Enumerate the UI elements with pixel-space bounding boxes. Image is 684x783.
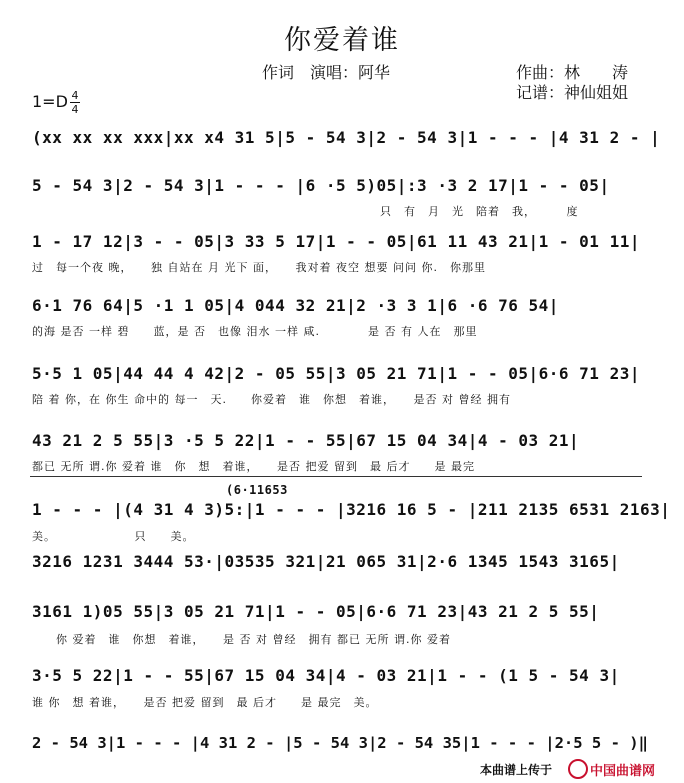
- score-row-2: 5 - 54 3|2 - 54 3|1 - - - |6 ·5 5)05|:3 ·3 2 17|1 - - 05|: [32, 176, 610, 195]
- lyric-row-2: 只 有 月 光 陪着 我， 度: [380, 205, 579, 218]
- score-row-7: 1 - - - |(4 31 4 3)5:|1 - - - |3216 16 5 - |211 2135 6531 2163|: [32, 500, 671, 519]
- score-row-6: 43 21 2 5 55|3 ·5 5 22|1 - - 55|67 15 04 34|4 - 03 21|: [32, 431, 580, 450]
- lyric-row-10: 谁 你 想 着谁， 是否 把爱 留到 最 后才 是 最完 美。: [32, 696, 378, 709]
- system-bracket-line: [30, 476, 642, 477]
- score-row-10: 3·5 5 22|1 - - 55|67 15 04 34|4 - 03 21|1 - - (1 5 - 54 3|: [32, 666, 620, 685]
- lyric-row-9: 你 爱着 谁 你想 着谁， 是 否 对 曾经 拥有 都已 无所 谓.你 爱着: [32, 633, 451, 646]
- song-title: 你爱着谁: [284, 25, 400, 56]
- lyric-row-3: 过 每一个夜 晚， 独 自站在 月 光下 面， 我对着 夜空 想要 问问 你. 你那里: [32, 261, 486, 274]
- score-row-4: 6·1 76 64|5 ·1 1 05|4 044 32 21|2 ·3 3 1|6 ·6 76 54|: [32, 296, 559, 315]
- lyric-row-4: 的海 是否 一样 碧 蓝，是 否 也像 泪水 一样 咸. 是 否 有 人在 那里: [32, 325, 478, 338]
- site-logo-icon: [568, 759, 588, 779]
- time-signature: [70, 90, 80, 115]
- site-name-link[interactable]: 中国曲谱网: [590, 764, 656, 779]
- score-row-3: 1 - 17 12|3 - - 05|3 33 5 17|1 - - 05|61 11 43 21|1 - 01 11|: [32, 232, 640, 251]
- score-row-11: 2 - 54 3|1 - - - |4 31 2 - |5 - 54 3|2 - 54 35|1 - - - |2·5 5 - )‖: [32, 734, 648, 752]
- composer-credit: 作曲：林 涛: [516, 63, 629, 82]
- score-row-1: (xx xx xx xxx|xx x4 31 5|5 - 54 3|2 - 54 3|1 - - - |4 31 2 - |: [32, 128, 661, 147]
- time-signature-bottom: 4: [71, 103, 79, 116]
- upload-label: 本曲谱上传于: [480, 763, 553, 777]
- lyric-row-6: 都已 无所 谓.你 爱着 谁 你 想 着谁， 是否 把爱 留到 最 后才 是 最完: [32, 460, 475, 473]
- score-row-5: 5·5 1 05|44 44 4 42|2 - 05 55|3 05 21 71|1 - - 05|6·6 71 23|: [32, 364, 640, 383]
- key-signature: 1=D: [32, 92, 68, 111]
- system-marker: (6·11653: [226, 483, 288, 497]
- lyric-row-7: 美。 只 美。: [32, 530, 195, 543]
- lyric-row-5: 陪 着 你，在 你生 命中的 每一 天. 你爱着 谁 你想 着谁， 是否 对 曾经 拥有: [32, 393, 511, 406]
- time-signature-top: 4: [71, 89, 79, 102]
- score-row-8: 3216 1231 3444 53·|03535 321|21 065 31|2·6 1345 1543 3165|: [32, 552, 620, 571]
- transcriber-credit: 记谱：神仙姐姐: [516, 83, 629, 102]
- score-row-9: 3161 1)05 55|3 05 21 71|1 - - 05|6·6 71 23|43 21 2 5 55|: [32, 602, 600, 621]
- lyricist-singer-credit: 作词 演唱：阿华: [262, 63, 391, 82]
